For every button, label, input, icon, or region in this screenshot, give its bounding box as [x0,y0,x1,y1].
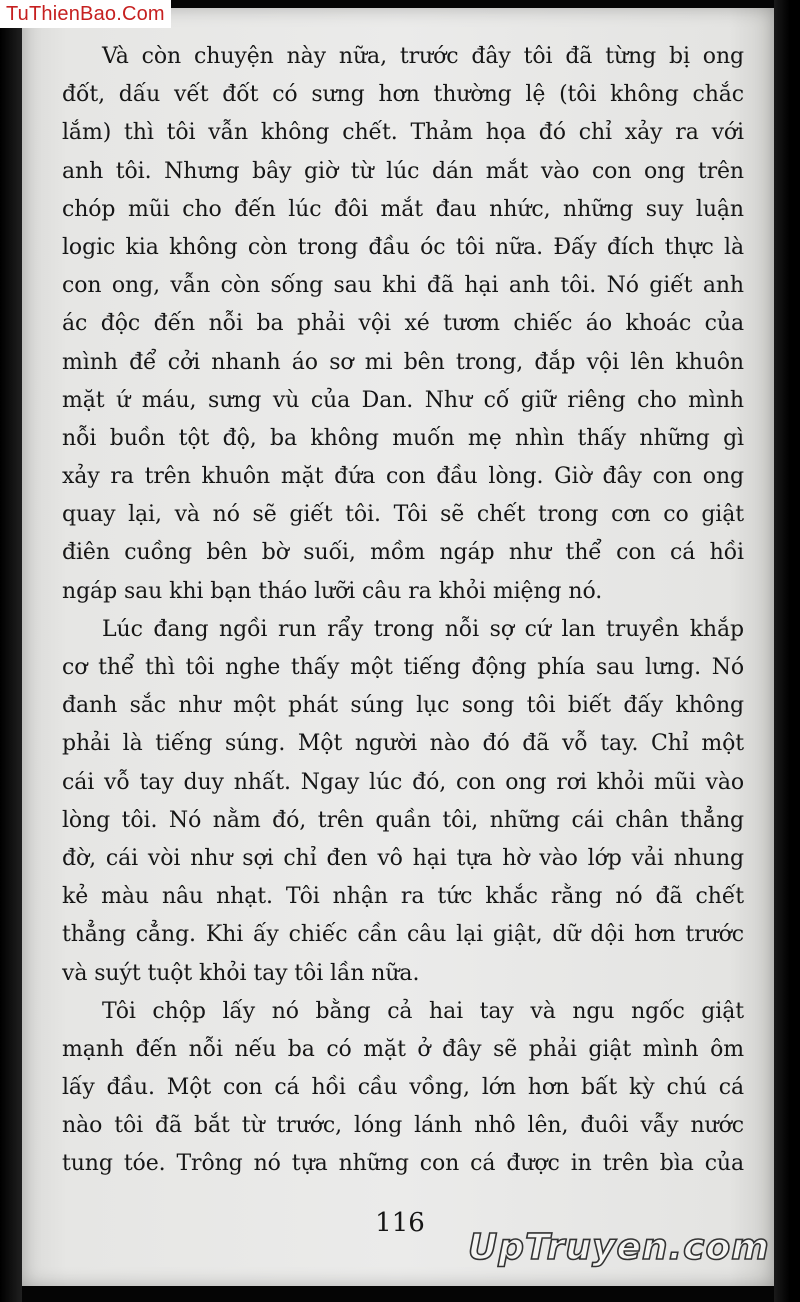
text-line: anh tôi. Nhưng bây giờ từ lúc dán mắt vào con ong trên [62,158,744,184]
text-line: lắm) thì tôi vẫn không chết. Thảm họa đó chỉ xảy ra với [62,120,744,146]
text-line: lấy đầu. Một con cá hồi cầu vồng, lớn hơn bất kỳ chú cá [62,1075,744,1101]
paragraph-1 [62,38,744,611]
text-line: phải là tiếng súng. Một người nào đó đã vỗ tay. Chỉ một [62,731,744,757]
text-line: kẻ màu nâu nhạt. Tôi nhận ra tức khắc rằng nó đã chết [62,884,744,910]
text-line: ngáp sau khi bạn tháo lưỡi câu ra khỏi miệng nó. [62,578,603,604]
page-text [62,38,744,1184]
text-line: lòng tôi. Nó nằm đó, trên quần tôi, những cái chân thẳng [62,807,744,833]
text-line: điên cuồng bên bờ suối, mồm ngáp như thể con cá hồi [62,540,744,566]
text-line: xảy ra trên khuôn mặt đứa con đầu lòng. Giờ đây con ong [62,464,744,490]
paragraph-2 [62,611,744,993]
text-line: quay lại, và nó sẽ giết tôi. Tôi sẽ chết trong cơn co giật [62,502,744,528]
text-line: con ong, vẫn còn sống sau khi đã hại anh tôi. Nó giết anh [62,273,744,299]
text-line: chóp mũi cho đến lúc đôi mắt đau nhức, những suy luận [62,196,744,222]
text-line: tung tóe. Trông nó tựa những con cá được in trên bìa của [62,1151,744,1177]
text-line: nào tôi đã bắt từ trước, lóng lánh nhô lên, đuôi vẫy nước [62,1113,744,1139]
page-number: 116 [375,1208,425,1238]
text-line: nỗi buồn tột độ, ba không muốn mẹ nhìn thấy những gì [62,425,744,451]
text-line: mặt ứ máu, sưng vù của Dan. Như cố giữ riêng cho mình [62,387,744,413]
text-line: mình để cởi nhanh áo sơ mi bên trong, đắp vội lên khuôn [62,349,744,375]
scan-right-border [774,0,800,1302]
text-line: và suýt tuột khỏi tay tôi lần nữa. [62,960,420,986]
text-line: Tôi chộp lấy nó bằng cả hai tay và ngu ngốc giật [102,998,744,1024]
text-line: Và còn chuyện này nữa, trước đây tôi đã từng bị ong [102,44,744,69]
text-line: ác độc đến nỗi ba phải vội xé tươm chiếc áo khoác của [62,311,744,337]
text-line: cơ thể thì tôi nghe thấy một tiếng động phía sau lưng. Nó [62,655,744,680]
scan-left-border [0,0,22,1302]
text-line: đốt, dấu vết đốt có sưng hơn thường lệ (tôi không chắc [62,82,744,108]
text-line: đờ, cái vòi như sợi chỉ đen vô hại tựa hờ vào lớp vải nhung [62,845,744,871]
top-watermark: TuThienBao.Com [0,0,171,28]
bottom-watermark: UpTruyen.com [468,1227,770,1268]
text-line: Lúc đang ngồi run rẩy trong nỗi sợ cứ lan truyền khắp [102,616,744,642]
text-line: cái vỗ tay duy nhất. Ngay lúc đó, con ong rơi khỏi mũi vào [62,769,744,795]
paragraph-3 [62,993,744,1184]
text-line: thẳng cẳng. Khi ấy chiếc cần câu lại giật, dữ dội hơn trước [62,922,744,948]
text-line: đanh sắc như một phát súng lục song tôi biết đấy không [62,693,744,719]
text-line: logic kia không còn trong đầu óc tôi nữa. Đấy đích thực là [62,234,744,260]
text-line: mạnh đến nỗi nếu ba có mặt ở đây sẽ phải giật mình ôm [62,1036,744,1062]
